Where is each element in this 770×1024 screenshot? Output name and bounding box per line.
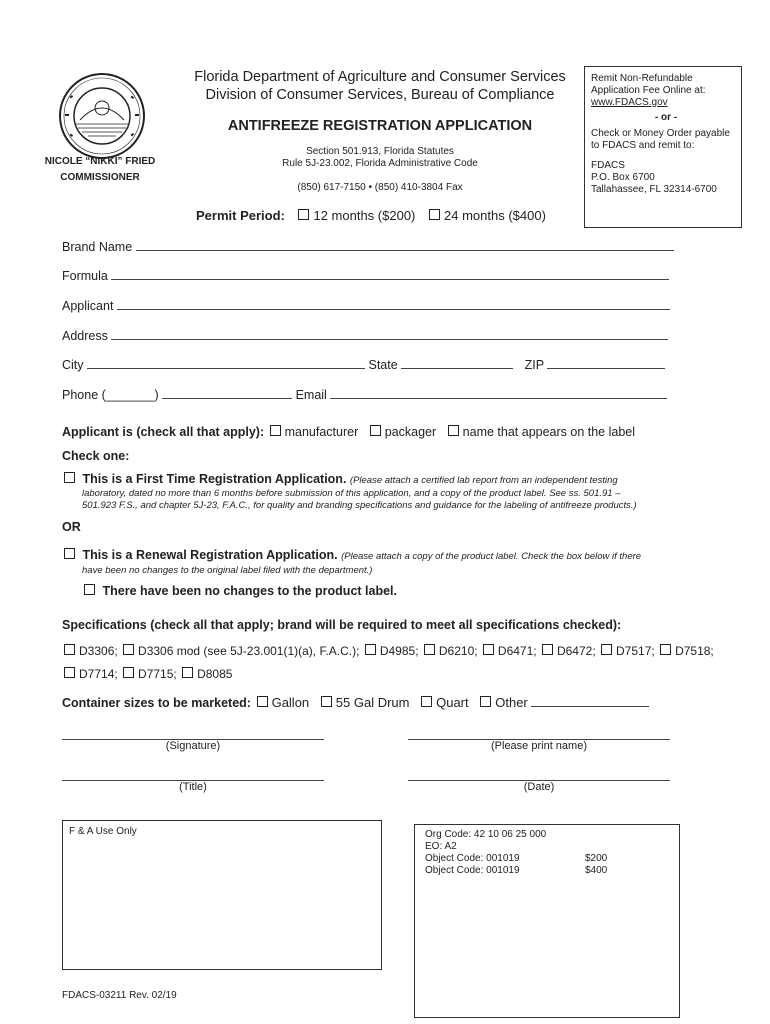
spec-d7518-label: D7518; (675, 644, 714, 658)
phone-line[interactable] (162, 388, 292, 399)
manufacturer-checkbox[interactable] (270, 425, 281, 436)
label-name-checkbox[interactable] (448, 425, 459, 436)
department-seal-logo (58, 72, 146, 160)
remit-line1: Remit Non-Refundable (591, 73, 693, 84)
applicant-type-label: Applicant is (check all that apply): (62, 425, 265, 439)
first-time-row (62, 472, 618, 486)
spec-d7714-checkbox[interactable] (64, 667, 75, 678)
specs-heading (62, 618, 621, 632)
title-label: (Title) (179, 781, 207, 793)
other-line[interactable] (531, 696, 649, 707)
signature-label: (Signature) (165, 740, 221, 752)
manufacturer-label: manufacturer (284, 425, 359, 439)
org-code: Org Code: 42 10 06 25 000 (425, 829, 547, 840)
applicant-label: Applicant (62, 299, 114, 313)
check-one-heading (62, 449, 129, 463)
form-title: ANTIFREEZE REGISTRATION APPLICATION (227, 118, 533, 134)
spec-d7715-label: D7715; (138, 667, 177, 681)
applicant-type-row (62, 425, 635, 439)
fdacs-link[interactable]: www.FDACS.gov (591, 97, 668, 108)
spec-d6472-label: D6472; (556, 644, 596, 658)
signature-block[interactable] (62, 739, 324, 752)
brand-name-field[interactable] (62, 240, 674, 254)
phone-label: Phone (_______) (62, 388, 159, 402)
brand-name-line[interactable] (136, 240, 674, 251)
spec-d3306mod-label: D3306 mod (see 5J-23.001(1)(a), F.A.C.); (138, 644, 360, 658)
renewal-note2: have been no changes to the original label filed with the department.) (82, 565, 373, 576)
rule-line: Rule 5J-23.002, Florida Administrative Code (282, 158, 478, 169)
zip-line[interactable] (547, 358, 665, 369)
packager-label: packager (384, 425, 437, 439)
form-number-footer: FDACS-03211 Rev. 02/19 (62, 990, 177, 1001)
first-time-note2: laboratory, dated no more than 6 months before submission of this application, and a copy of the product label. See ss. 501.91 – (82, 488, 621, 499)
formula-label: Formula (62, 269, 108, 283)
date-block[interactable] (408, 780, 670, 793)
label-name-label: name that appears on the label (462, 425, 636, 439)
renewal-checkbox[interactable] (64, 548, 75, 559)
specs-row2 (62, 667, 232, 681)
remit-or: - or - (654, 112, 678, 123)
object-code-1: Object Code: 001019 (425, 853, 520, 864)
or-label: OR (62, 520, 81, 534)
applicant-field[interactable] (62, 299, 670, 313)
spec-d6471-checkbox[interactable] (483, 644, 494, 655)
permit-label: Permit Period: (196, 208, 285, 223)
renewal-note1: (Please attach a copy of the product label. Check the box below if there (341, 551, 642, 562)
formula-field[interactable] (62, 269, 669, 283)
gallon-checkbox[interactable] (257, 696, 268, 707)
object-amount-1: $200 (585, 853, 608, 864)
spec-d3306-checkbox[interactable] (64, 644, 75, 655)
brand-name-label: Brand Name (62, 240, 133, 254)
permit-24-label: 24 months ($400) (444, 208, 546, 223)
spec-d3306mod-checkbox[interactable] (123, 644, 134, 655)
object-amount-2: $400 (585, 865, 608, 876)
permit-24-checkbox[interactable] (429, 209, 440, 220)
first-time-label: This is a First Time Registration Application. (82, 472, 347, 486)
email-label: Email (295, 388, 327, 402)
quart-label: Quart (436, 695, 469, 710)
org-code-content (415, 825, 679, 877)
address-line[interactable] (111, 329, 668, 340)
title-block[interactable] (62, 780, 324, 793)
permit-period (196, 208, 546, 223)
first-time-note3: 501.923 F.S., and chapter 5J-23, F.A.C., for quality and branding specifications and guidance for the labeling of antifreeze products.) (82, 500, 637, 511)
no-change-label: There have been no changes to the product label. (102, 584, 397, 598)
spec-d3306-label: D3306; (79, 644, 118, 658)
statute-line: Section 501.913, Florida Statutes (306, 146, 454, 157)
remit-addr1: FDACS (591, 160, 625, 171)
spec-d7715-checkbox[interactable] (123, 667, 134, 678)
commissioner-name: NICOLE “NIKKI” FRIED (44, 156, 156, 167)
spec-d6210-checkbox[interactable] (424, 644, 435, 655)
email-line[interactable] (330, 388, 667, 399)
first-time-checkbox[interactable] (64, 472, 75, 483)
spec-d7518-checkbox[interactable] (660, 644, 671, 655)
other-label: Other (495, 695, 528, 710)
permit-12-checkbox[interactable] (298, 209, 309, 220)
phone-fax-line: (850) 617-7150 • (850) 410-3804 Fax (297, 182, 463, 193)
city-state-zip-field[interactable] (62, 358, 665, 372)
zip-label: ZIP (524, 358, 544, 372)
org-code-box (414, 824, 680, 1018)
quart-checkbox[interactable] (421, 696, 432, 707)
drum-checkbox[interactable] (321, 696, 332, 707)
state-line[interactable] (401, 358, 513, 369)
document-header (180, 68, 580, 193)
spec-d7517-label: D7517; (616, 644, 655, 658)
commissioner-title: COMMISSIONER (60, 172, 140, 183)
container-sizes-row (62, 695, 649, 710)
phone-email-field[interactable] (62, 388, 667, 402)
spec-d7517-checkbox[interactable] (601, 644, 612, 655)
drum-label: 55 Gal Drum (335, 695, 410, 710)
remit-addr3: Tallahassee, FL 32314-6700 (591, 184, 717, 195)
print-name-label: (Please print name) (491, 740, 587, 752)
division-name: Division of Consumer Services, Bureau of Compliance (205, 87, 555, 103)
remit-line4: to FDACS and remit to: (591, 140, 695, 151)
fa-use-label: F & A Use Only (69, 826, 137, 837)
spec-d8085-label: D8085 (197, 667, 233, 681)
print-name-block[interactable] (408, 739, 670, 752)
address-field[interactable] (62, 329, 668, 343)
first-time-note (82, 488, 762, 512)
state-label: State (368, 358, 398, 372)
remit-box (584, 66, 742, 228)
spec-d4985-label: D4985; (379, 644, 419, 658)
spec-d4985-checkbox[interactable] (365, 644, 376, 655)
remit-addr2: P.O. Box 6700 (591, 172, 655, 183)
no-change-checkbox[interactable] (84, 584, 95, 595)
permit-12-label: 12 months ($200) (313, 208, 416, 223)
packager-checkbox[interactable] (370, 425, 381, 436)
specs-label: Specifications (check all that apply; brand will be required to meet all specifications checked): (62, 618, 622, 632)
gallon-label: Gallon (271, 695, 310, 710)
renewal-label: This is a Renewal Registration Application. (82, 548, 338, 562)
address-label: Address (62, 329, 108, 343)
first-time-note1: (Please attach a certified lab report from an independent testing (349, 475, 618, 486)
agency-name: Florida Department of Agriculture and Consumer Services (194, 69, 566, 85)
applicant-line[interactable] (117, 299, 670, 310)
city-label: City (62, 358, 84, 372)
formula-line[interactable] (111, 269, 669, 280)
spec-d7714-label: D7714; (79, 667, 118, 681)
specs-row1 (62, 644, 714, 658)
eo-code: EO: A2 (425, 841, 457, 852)
remit-line3: Check or Money Order payable (591, 128, 730, 139)
city-line[interactable] (87, 358, 365, 369)
commissioner-block (30, 154, 170, 186)
spec-d8085-checkbox[interactable] (182, 667, 193, 678)
check-one-label: Check one: (62, 449, 130, 463)
spec-d6471-label: D6471; (497, 644, 537, 658)
remit-line2: Application Fee Online at: (591, 85, 706, 96)
fa-use-box (62, 820, 382, 970)
or-heading (62, 520, 81, 534)
other-checkbox[interactable] (480, 696, 491, 707)
container-sizes-label: Container sizes to be marketed: (62, 696, 251, 710)
date-label: (Date) (523, 781, 555, 793)
spec-d6472-checkbox[interactable] (542, 644, 553, 655)
spec-d6210-label: D6210; (438, 644, 478, 658)
renewal-row (62, 548, 641, 562)
no-change-row (82, 584, 397, 598)
object-code-2: Object Code: 001019 (425, 865, 520, 876)
